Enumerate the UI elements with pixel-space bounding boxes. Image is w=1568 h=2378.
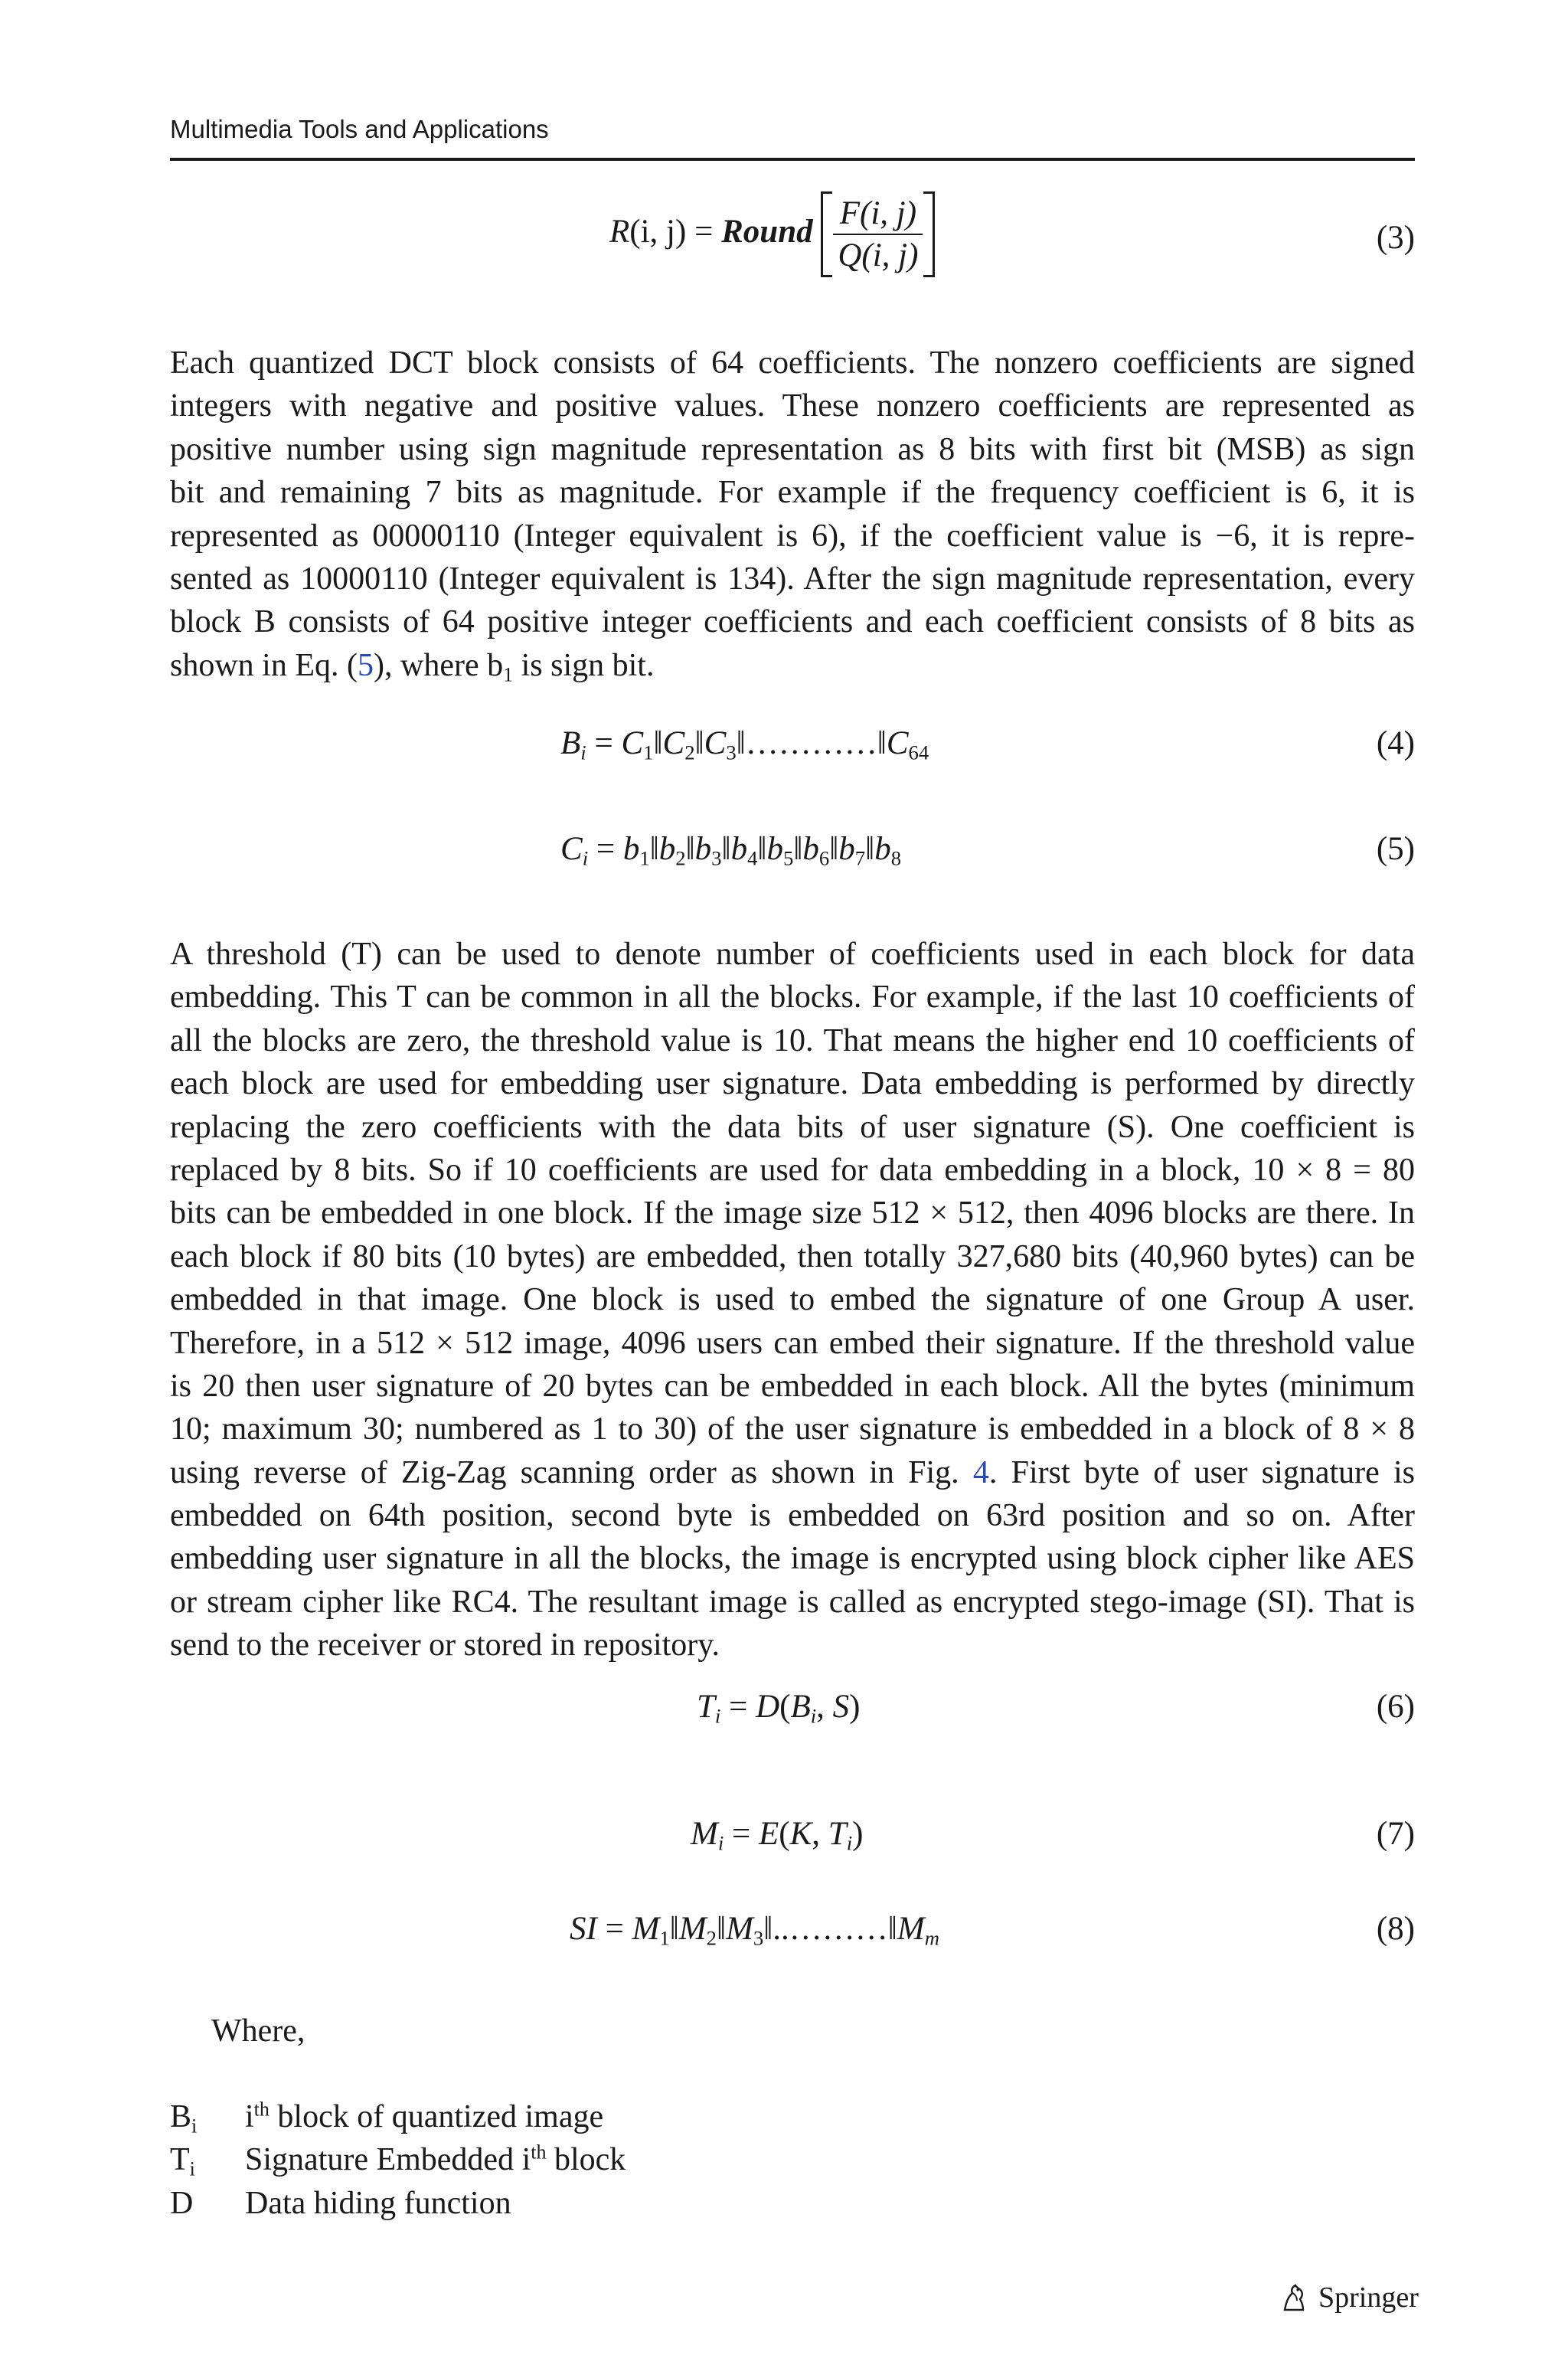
paragraph-threshold-embedding: A threshold (T) can be used to denote number of coefficients used in each block for data embedding. This T can be common in all the blocks. For example, if the last 10 coefficients of all the blocks are zero, the threshold value is 10. That means the higher end 10 coefficients of each block are used for embedding user signature. Data embedding is performed by directly replacing the zero coefficients with the data bits of user signature (S). One coefficient is replaced by 8 bits. So if 10 coefficients are used for data embedding in a block, 10 × 8 = 80 bits can be embedded in one block. If the image size 512 × 512, then 4096 blocks are there. In each block if 80 bits (10 bytes) are embedded, then totally 327,680 bits (40,960 bytes) can be embedded in that image. One block is used to embed the signature of one Group A user. Therefore, in a 512 × 512 image, 4096 users can embed their signature. If the threshold value is 20 then user signature of 20 bytes can be embedded in each block. All the bytes (minimum 10; maximum 30; numbered as 1 to 30) of the user signature is embedded in a block of 8 × 8 using reverse of Zig-Zag scanning order as shown in Fig. 4. First byte of user signature is embedded on 64th position, second byte is embedded on 63rd position and so on. After embedding user signature in all the blocks, the image is encrypted using block cipher like AES or stream cipher like RC4. The resultant image is called as encrypted stego-image (SI). That is send to the receiver or stored in repository. <box>170 937 1415 1663</box>
equation-5 <box>170 830 1415 873</box>
fig-4-link[interactable]: 4 <box>972 1454 989 1490</box>
eq-5-link[interactable]: 5 <box>358 647 374 683</box>
equation-7-formula: $M_i = E(K$, $T_i$) <box>691 1816 864 1855</box>
definition-text: Signature Embedded $i^{th}$ block <box>245 2141 626 2178</box>
equation-3-number: (3) <box>1376 220 1415 256</box>
equation-3-formula: R(i, j) = Round $\frac{F(i, j)}{Q(i, j)}$ <box>609 191 935 277</box>
paragraph-sign-magnitude: Each quantized DCT block consists of 64 coefficients. The nonzero coefficients are signed integers with negative and positive values. These nonzero coefficients are represented as positive number using sign magnitude representation as 8 bits with first bit (MSB) as sign bit and remaining 7 bits as magnitude. For example if the frequency coefficient is 6, it is represented as 00000110 (Integer equivalent is 6), if the coefficient value is −6, it is repre- sented as 10000110 (Integer equivalent is 134). After the sign magnitude representation, every block B consists of 64 positive integer coefficients and each coefficient consists of 8 bits as shown in Eq. (5), where $b_1$ is sign bit. <box>170 345 1415 686</box>
equation-6-formula: $T_i = D(B_i$, S) <box>697 1689 861 1728</box>
equation-6-number: (6) <box>1376 1689 1415 1725</box>
equation-7 <box>170 1815 1415 1858</box>
equation-8-number: (8) <box>1376 1911 1415 1947</box>
equation-3 <box>170 191 1415 283</box>
equation-5-formula: $C_i$ = $b_1‖b_2‖b_3‖b_4‖b_5‖b_6‖b_7‖b_8$ <box>560 831 902 870</box>
definition-symbol: D <box>170 2185 194 2221</box>
definition-symbol: $T_i$ <box>170 2142 195 2180</box>
definition-symbol: $B_i$ <box>170 2099 198 2138</box>
equation-8 <box>170 1910 1415 1953</box>
publisher-footer <box>1277 2281 1419 2314</box>
definition-text: $i^{th}$ block of quantized image <box>245 2098 604 2134</box>
header-rule <box>170 158 1415 161</box>
publisher-name: Springer <box>1318 2282 1419 2314</box>
definition-text: Data hiding function <box>245 2185 511 2221</box>
equation-5-number: (5) <box>1376 831 1415 867</box>
equation-4-formula: $B_i$ = $C_1‖C_2‖C_3‖\dots\dots\dots\dots‖C_{64}$ <box>560 725 929 764</box>
equation-4-number: (4) <box>1376 725 1415 761</box>
equation-4 <box>170 725 1415 767</box>
springer-horse-icon <box>1277 2281 1311 2314</box>
bracket-fraction: $\frac{F(i, j)}{Q(i, j)}$ <box>821 191 935 277</box>
equation-6 <box>170 1688 1415 1731</box>
running-header <box>170 115 1415 144</box>
journal-title: Multimedia Tools and Applications <box>170 115 549 143</box>
where-label: Where, <box>211 2013 305 2049</box>
equation-7-number: (7) <box>1376 1816 1415 1852</box>
equation-8-formula: SI = $M_1‖M_2‖M_3‖..\dots\dots\dots‖M_m$ <box>570 1911 939 1950</box>
